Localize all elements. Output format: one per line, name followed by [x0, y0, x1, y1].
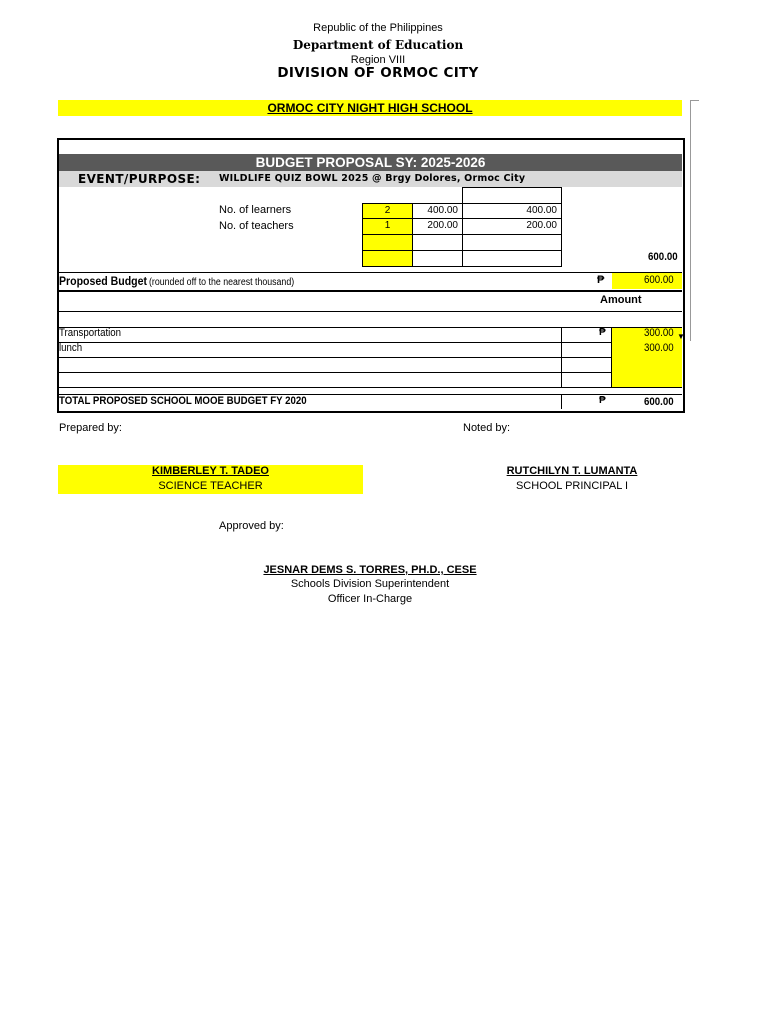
- event-value: WILDLIFE QUIZ BOWL 2025 @ Brgy Dolores, Ormoc City: [219, 173, 526, 184]
- grid-blank-amount-1[interactable]: [462, 234, 562, 251]
- grid-blank-count-1[interactable]: [362, 234, 413, 251]
- grid-blank-rate-2[interactable]: [412, 250, 463, 267]
- division-heading: DIVISION OF ORMOC CITY: [277, 65, 479, 81]
- expense-currency: ₱: [599, 327, 606, 338]
- total-label: TOTAL PROPOSED SCHOOL MOOE BUDGET FY 2020: [59, 395, 307, 407]
- proposed-budget-label: Proposed Budget (rounded off to the nearest thousand): [59, 274, 295, 288]
- teachers-label: No. of teachers: [219, 220, 294, 232]
- proposed-budget-value: 600.00: [644, 274, 674, 286]
- teachers-rate[interactable]: 200.00: [412, 218, 463, 235]
- divider: [59, 327, 682, 328]
- total-currency: ₱: [599, 395, 606, 406]
- column-divider: [561, 327, 562, 388]
- subtotal-value: 600.00: [648, 251, 678, 263]
- divider: [59, 311, 682, 312]
- grid-empty-top: [462, 187, 562, 204]
- grid-blank-count-2[interactable]: [362, 250, 413, 267]
- approver-role-oic: Officer In-Charge: [327, 593, 413, 605]
- republic-heading: Republic of the Philippines: [313, 22, 443, 34]
- approver-name: JESNAR DEMS S. TORRES, PH.D., CESE: [263, 564, 477, 576]
- column-divider: [561, 394, 562, 409]
- school-name: ORMOC CITY NIGHT HIGH SCHOOL: [58, 100, 682, 116]
- event-label: EVENT/PURPOSE:: [78, 172, 201, 186]
- budget-title: BUDGET PROPOSAL SY: 2025-2026: [59, 154, 682, 171]
- expense-amount-transportation[interactable]: 300.00: [644, 327, 674, 339]
- noter-name: RUTCHILYN T. LUMANTA: [506, 465, 638, 477]
- divider: [59, 272, 682, 273]
- expense-amount-lunch[interactable]: 300.00: [644, 342, 674, 354]
- amount-header: Amount: [600, 294, 642, 306]
- expense-item-transportation[interactable]: Transportation: [59, 327, 122, 339]
- proposed-budget-currency: ₱: [597, 274, 605, 286]
- total-value: 600.00: [644, 396, 674, 408]
- region-heading: Region VIII: [350, 54, 406, 66]
- teachers-count[interactable]: 1: [362, 218, 413, 235]
- learners-count[interactable]: 2: [362, 203, 413, 219]
- page-break-marker: [690, 100, 699, 341]
- prepared-by-label: Prepared by:: [59, 422, 122, 434]
- teachers-amount[interactable]: 200.00: [462, 218, 562, 235]
- divider: [59, 342, 682, 343]
- expense-item-lunch[interactable]: lunch: [59, 342, 83, 354]
- preparer-role: SCIENCE TEACHER: [158, 480, 263, 492]
- grid-blank-amount-2[interactable]: [462, 250, 562, 267]
- divider: [59, 290, 682, 292]
- department-heading: Department of Education: [292, 38, 464, 52]
- noter-role: SCHOOL PRINCIPAL I: [515, 480, 629, 492]
- divider: [59, 387, 682, 388]
- learners-rate[interactable]: 400.00: [412, 203, 463, 219]
- approver-role: Schools Division Superintendent: [290, 578, 450, 590]
- preparer-name: KIMBERLEY T. TADEO: [152, 465, 269, 477]
- learners-label: No. of learners: [219, 204, 292, 216]
- divider: [59, 357, 682, 358]
- noted-by-label: Noted by:: [463, 422, 511, 434]
- learners-amount[interactable]: 400.00: [462, 203, 562, 219]
- divider: [59, 372, 682, 373]
- dropdown-arrow-icon[interactable]: ▼: [677, 332, 685, 341]
- approved-by-label: Approved by:: [219, 520, 284, 532]
